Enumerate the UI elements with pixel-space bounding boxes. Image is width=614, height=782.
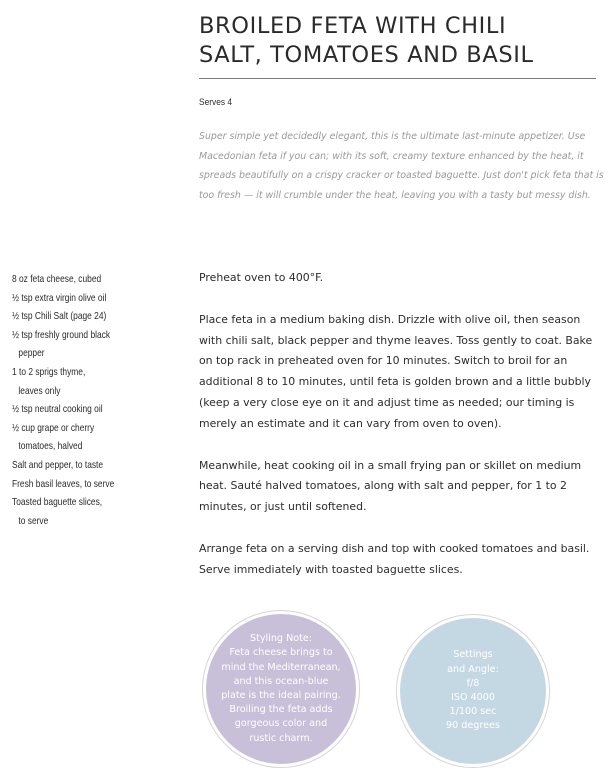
ingredient-line: ½ cup grape or cherry — [12, 421, 95, 434]
recipe-title — [199, 12, 599, 70]
ingredient-list — [12, 270, 192, 530]
settings-heading-line-2: and Angle: — [447, 663, 499, 675]
serves-label: Serves 4 — [199, 97, 232, 108]
ingredient-line: Salt and pepper, to taste — [12, 458, 104, 471]
ingredient-line: 8 oz feta cheese, cubed — [12, 273, 102, 285]
ingredient-line: Fresh basil leaves, to serve — [12, 477, 115, 490]
ingredient-item — [12, 493, 192, 530]
camera-settings-circle — [400, 618, 546, 764]
settings-heading-line-1: Settings — [453, 649, 493, 661]
ingredient-item — [12, 419, 192, 456]
method-step: Preheat oven to 400°F. — [199, 271, 324, 284]
recipe-title-line-1: BROILED FETA WITH CHILI — [199, 13, 507, 39]
method-step: Arrange feta on a serving dish and top with cooked tomatoes and basil. Serve immediately with toasted baguette slices. — [199, 541, 590, 576]
ingredient-line: ½ tsp neutral cooking oil — [12, 403, 103, 416]
ingredient-item — [12, 363, 192, 400]
method-step: Meanwhile, heat cooking oil in a small frying pan or skillet on medium heat. Sauté halved tomatoes, along with salt and pepper, for 1 to 2 minutes, or just until softened. — [199, 458, 582, 514]
styling-note-text — [221, 632, 341, 746]
styling-note-body: Feta cheese brings to mind the Mediterranean, and this ocean-blue plate is the ideal pairing. Broiling the feta adds gorgeous color and rustic charm. — [221, 647, 341, 744]
ingredient-item — [12, 326, 192, 363]
ingredient-line-continued: leaves only — [18, 384, 61, 397]
ingredient-line: 1 to 2 sprigs thyme, — [12, 365, 86, 378]
ingredient-item — [12, 456, 192, 475]
ingredient-line-continued: pepper — [18, 347, 45, 360]
ingredient-line-continued: to serve — [18, 514, 49, 527]
angle-value: 90 degrees — [446, 720, 500, 732]
method-step: Place feta in a medium baking dish. Drizzle with olive oil, then season with chili salt, black pepper and thyme leaves. Toss gently to coat. Bake on top rack in preheated oven for 10 minutes. Switch to broil for an additional 8 to 10 minutes, until feta is golden brown and a little bubbly (keep a very close eye on it and adjust time as needed; our timing is merely an estimate and it can vary from oven to oven). — [199, 312, 593, 430]
styling-note-heading: Styling Note: — [249, 633, 313, 645]
iso-value: ISO 4000 — [451, 692, 495, 703]
ingredient-line-continued: tomatoes, halved — [18, 440, 83, 453]
ingredient-item — [12, 270, 192, 289]
recipe-intro: Super simple yet decidedly elegant, this is the ultimate last-minute appetizer. Use Macedonian feta if you can; with its soft, creamy texture enhanced by the heat, it spreads beautifully on a crispy cracker or toasted baguette. Just don't pick feta that is too fresh — it will crumble under the heat, leaving you with a tasty but messy dish. — [199, 131, 604, 201]
title-divider — [199, 78, 596, 79]
aperture-value: f/8 — [466, 677, 480, 689]
camera-settings-text — [428, 648, 518, 733]
ingredient-line: ½ tsp Chili Salt (page 24) — [12, 310, 107, 323]
method-steps — [199, 268, 604, 581]
recipe-title-line-2: SALT, TOMATOES AND BASIL — [199, 42, 534, 68]
ingredient-line: Toasted baguette slices, — [12, 496, 103, 509]
ingredient-item — [12, 475, 192, 494]
ingredient-item — [12, 289, 192, 308]
ingredient-item — [12, 307, 192, 326]
ingredient-line: ½ tsp freshly ground black — [12, 328, 111, 341]
shutter-value: 1/100 sec — [449, 706, 497, 718]
ingredient-item — [12, 400, 192, 419]
styling-note-circle — [206, 614, 356, 764]
ingredient-line: ½ tsp extra virgin olive oil — [12, 291, 107, 304]
